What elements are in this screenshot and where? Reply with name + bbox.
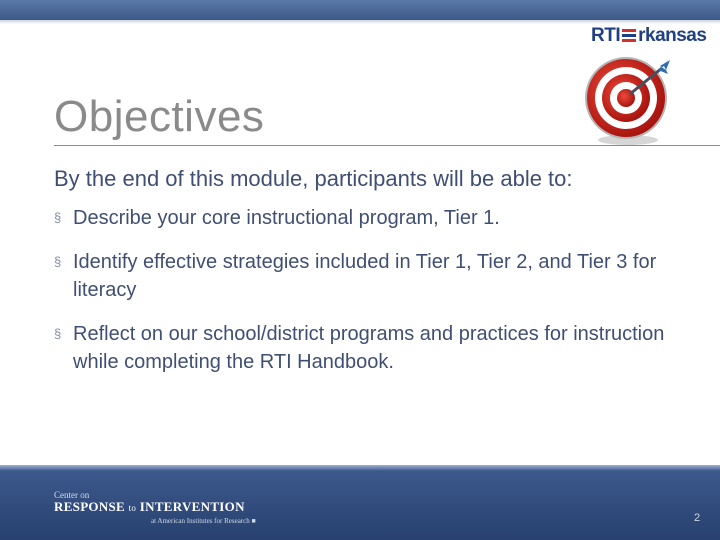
logo-to: to: [128, 503, 137, 513]
slide-title: Objectives: [54, 92, 265, 141]
flag-icon: [622, 29, 636, 43]
logo-response-to-intervention: [54, 500, 256, 515]
target-icon: [580, 52, 676, 148]
center-on-rti-logo: [54, 490, 256, 527]
logo-arkansas-text: rkansas: [638, 25, 707, 46]
bullet-marker-icon: §: [54, 210, 62, 225]
intro-text: By the end of this module, participants will be able to:: [54, 166, 573, 191]
logo-intervention: INTERVENTION: [139, 499, 245, 514]
list-item: [54, 320, 684, 376]
top-banner: [0, 0, 720, 20]
bullet-marker-icon: §: [54, 326, 62, 341]
logo-response: RESPONSE: [54, 499, 126, 514]
list-item-text: Identify effective strategies included in Tier 1, Tier 2, and Tier 3 for literacy: [73, 251, 657, 301]
title-divider: [54, 145, 720, 146]
page-number: 2: [694, 512, 701, 524]
list-item-text: Reflect on our school/district programs and practices for instruction while completing the RTI Handbook.: [73, 323, 665, 373]
logo-center-on: Center on: [54, 490, 90, 500]
bullet-marker-icon: §: [54, 254, 62, 269]
objective-list: [54, 204, 684, 392]
logo-rti-text: RTI: [591, 25, 621, 46]
list-item: [54, 204, 684, 232]
rti-arkansas-logo: [591, 24, 706, 48]
logo-air: at American Institutes for Research ■: [151, 517, 256, 525]
list-item: [54, 248, 684, 304]
footer-highlight: [0, 465, 720, 471]
list-item-text: Describe your core instructional program, Tier 1.: [73, 207, 500, 229]
